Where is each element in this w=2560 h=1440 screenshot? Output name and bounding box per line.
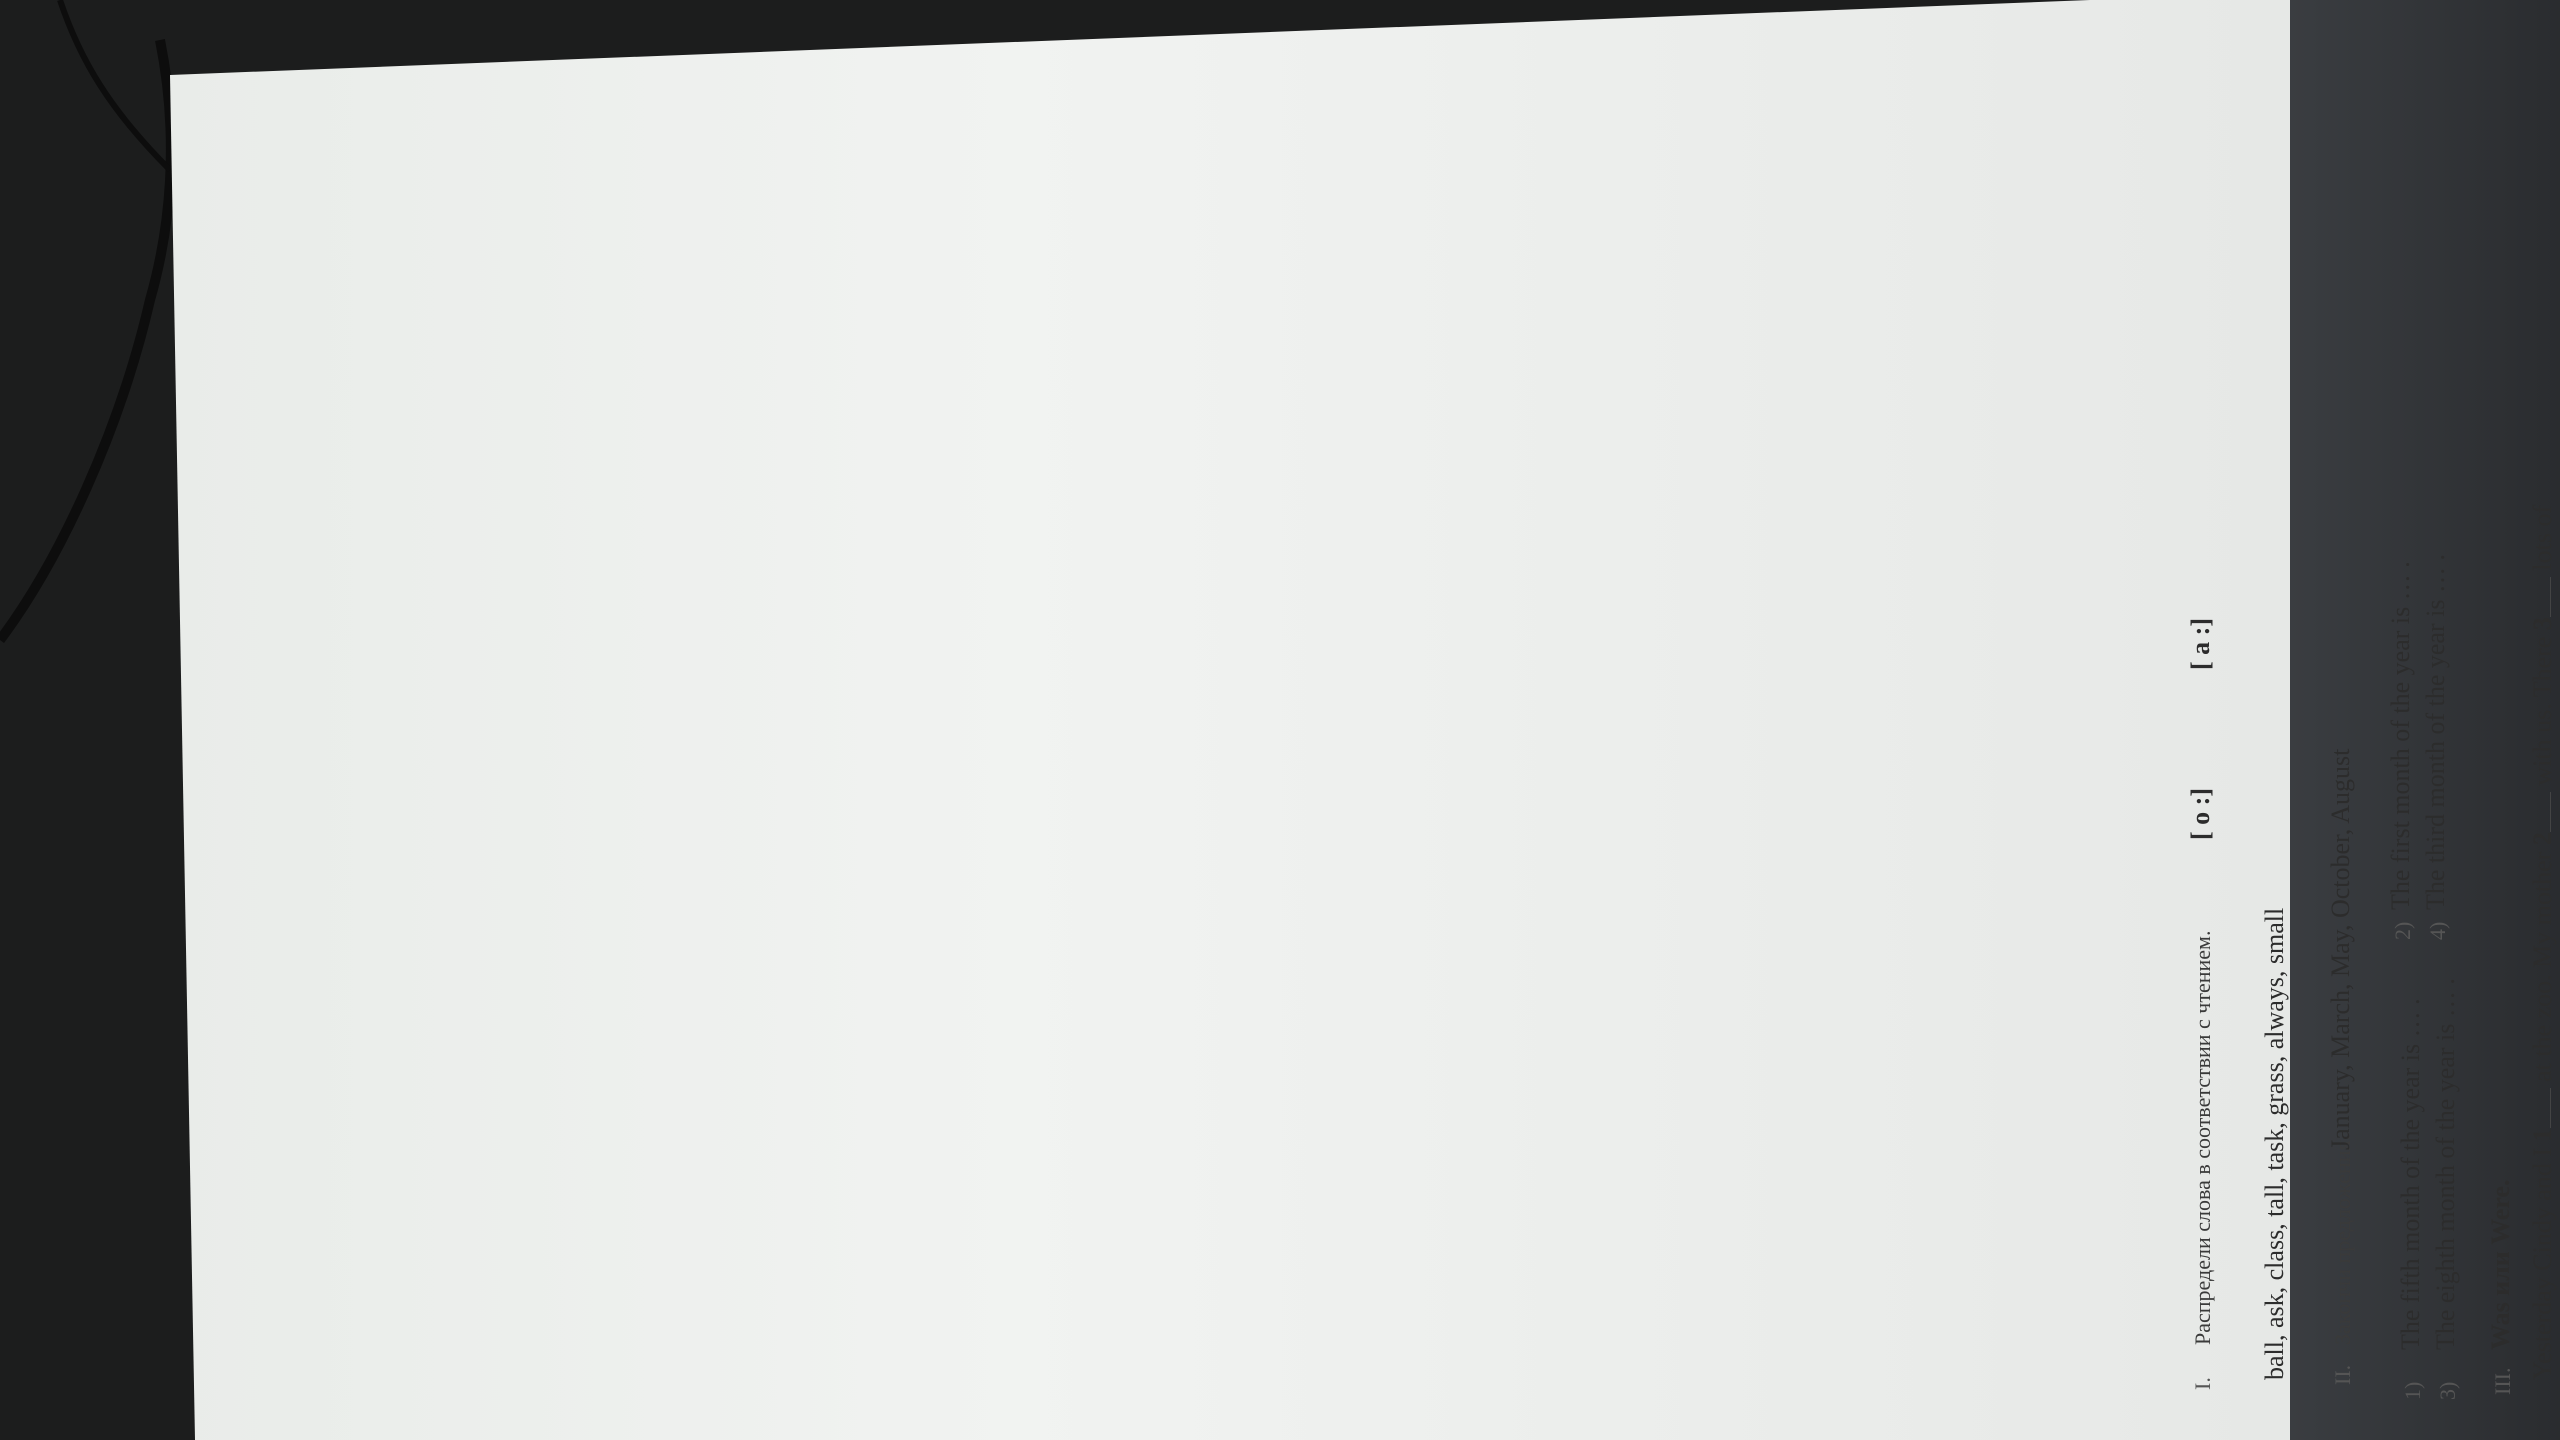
task2-number: II.: [2330, 1364, 2355, 1385]
task2-item4: The third month of the year is … .: [2421, 554, 2450, 910]
task2-item3: The eighth month of the year is … .: [2431, 978, 2460, 1350]
task2-months: January, March, May, October, August: [2326, 748, 2355, 1150]
worksheet-paper: [170, 0, 2290, 1440]
task1-number: I.: [2190, 1377, 2215, 1390]
task2-item2: The first month of the year is … .: [2386, 561, 2415, 910]
task2-item1-num: 1): [2400, 1381, 2425, 1400]
blank-3[interactable]: [2532, 577, 2551, 617]
task1-sound1: [ o :]: [2186, 788, 2215, 840]
worksheet: [2090, 20, 2560, 1440]
task2-item4-num: 4): [2425, 921, 2450, 940]
blank-2[interactable]: [2532, 792, 2551, 832]
task2-instruction: Закончи предложения.: [2330, 1134, 2355, 1345]
task1-instruction: Распредели слова в соответствии с чтением.: [2190, 930, 2215, 1345]
blank-1[interactable]: [2532, 1088, 2551, 1128]
task2-item3-num: 3): [2435, 1381, 2460, 1400]
task3-line1: Yesterday Cindy and I 1 at the zoo. My mother 2 with us. There 3 lots of: [2528, 504, 2557, 1380]
task3-title: Was или Were.: [2486, 1179, 2515, 1350]
task2-item1: The fifth month of the year is … .: [2396, 998, 2425, 1350]
task1-words: ball, ask, class, tall, task, grass, always, small: [2260, 907, 2289, 1380]
task3-number: III.: [2490, 1367, 2515, 1395]
task2-item2-num: 2): [2390, 921, 2415, 940]
task1-sound2: [ a :]: [2186, 618, 2215, 670]
